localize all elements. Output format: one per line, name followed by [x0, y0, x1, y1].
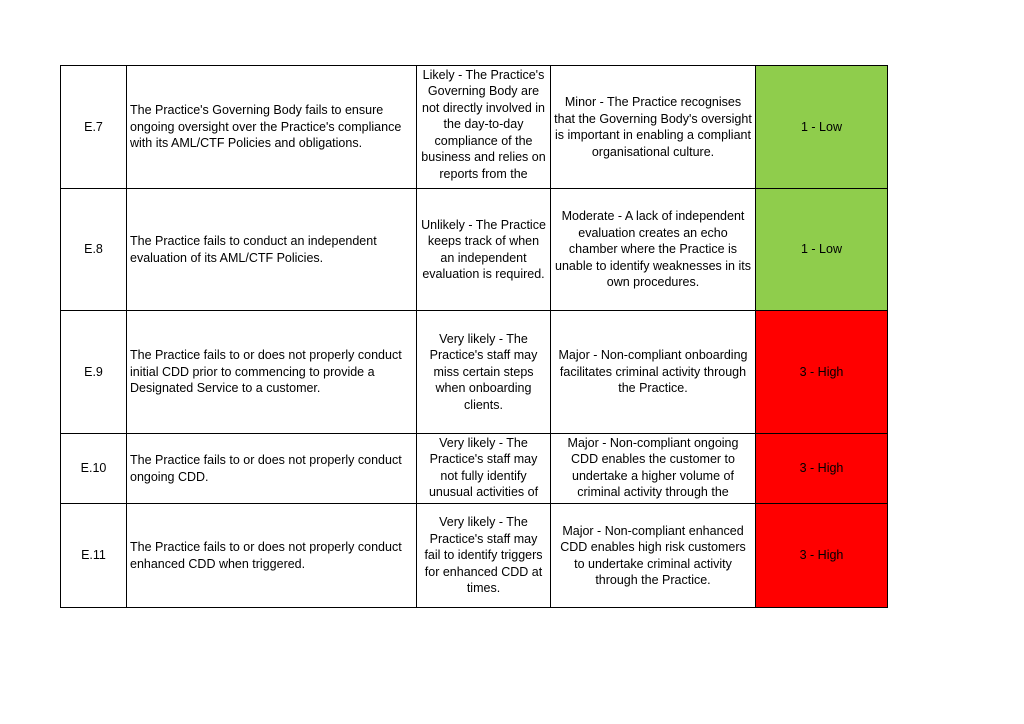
risk-id: E.9 [61, 311, 127, 434]
risk-id: E.7 [61, 66, 127, 189]
consequence-cell: Minor - The Practice recognises that the Governing Body's oversight is important in enabling a compliant organisational culture. [551, 66, 756, 189]
risk-register-table [60, 65, 888, 608]
risk-rating-badge: 3 - High [756, 434, 888, 504]
consequence-cell: Major - Non-compliant enhanced CDD enables high risk customers to undertake criminal activity through the Practice. [551, 504, 756, 608]
consequence-cell [551, 434, 756, 504]
table-row [61, 66, 888, 189]
risk-description: The Practice's Governing Body fails to ensure ongoing oversight over the Practice's compliance with its AML/CTF Policies and obligations. [127, 66, 417, 189]
risk-rating-badge: 1 - Low [756, 66, 888, 189]
table-row [61, 311, 888, 434]
table-row [61, 189, 888, 311]
likelihood-cell [417, 66, 551, 189]
likelihood-text: Very likely - The Practice's staff may not fully identify unusual activities of [428, 435, 539, 499]
likelihood-cell: Unlikely - The Practice keeps track of when an independent evaluation is required. [417, 189, 551, 311]
likelihood-cell: Very likely - The Practice's staff may miss certain steps when onboarding clients. [417, 311, 551, 434]
risk-rating-badge: 3 - High [756, 311, 888, 434]
risk-description: The Practice fails to conduct an independent evaluation of its AML/CTF Policies. [127, 189, 417, 311]
table-row [61, 434, 888, 504]
table-row [61, 504, 888, 608]
risk-rating-badge: 3 - High [756, 504, 888, 608]
consequence-text: Major - Non-compliant ongoing CDD enables the customer to undertake a higher volume of criminal activity through the [567, 435, 739, 499]
likelihood-cell: Very likely - The Practice's staff may fail to identify triggers for enhanced CDD at times. [417, 504, 551, 608]
risk-description: The Practice fails to or does not properly conduct ongoing CDD. [127, 434, 417, 504]
risk-id: E.8 [61, 189, 127, 311]
risk-description: The Practice fails to or does not properly conduct enhanced CDD when triggered. [127, 504, 417, 608]
consequence-cell: Moderate - A lack of independent evaluation creates an echo chamber where the Practice is unable to identify weaknesses in its own procedures. [551, 189, 756, 311]
risk-description: The Practice fails to or does not properly conduct initial CDD prior to commencing to provide a Designated Service to a customer. [127, 311, 417, 434]
risk-id: E.11 [61, 504, 127, 608]
likelihood-cell [417, 434, 551, 504]
likelihood-text: Likely - The Practice's Governing Body are not directly involved in the day-to-day compliance of the business and relies on reports from the [421, 67, 546, 181]
risk-rating-badge: 1 - Low [756, 189, 888, 311]
risk-id: E.10 [61, 434, 127, 504]
consequence-cell: Major - Non-compliant onboarding facilitates criminal activity through the Practice. [551, 311, 756, 434]
